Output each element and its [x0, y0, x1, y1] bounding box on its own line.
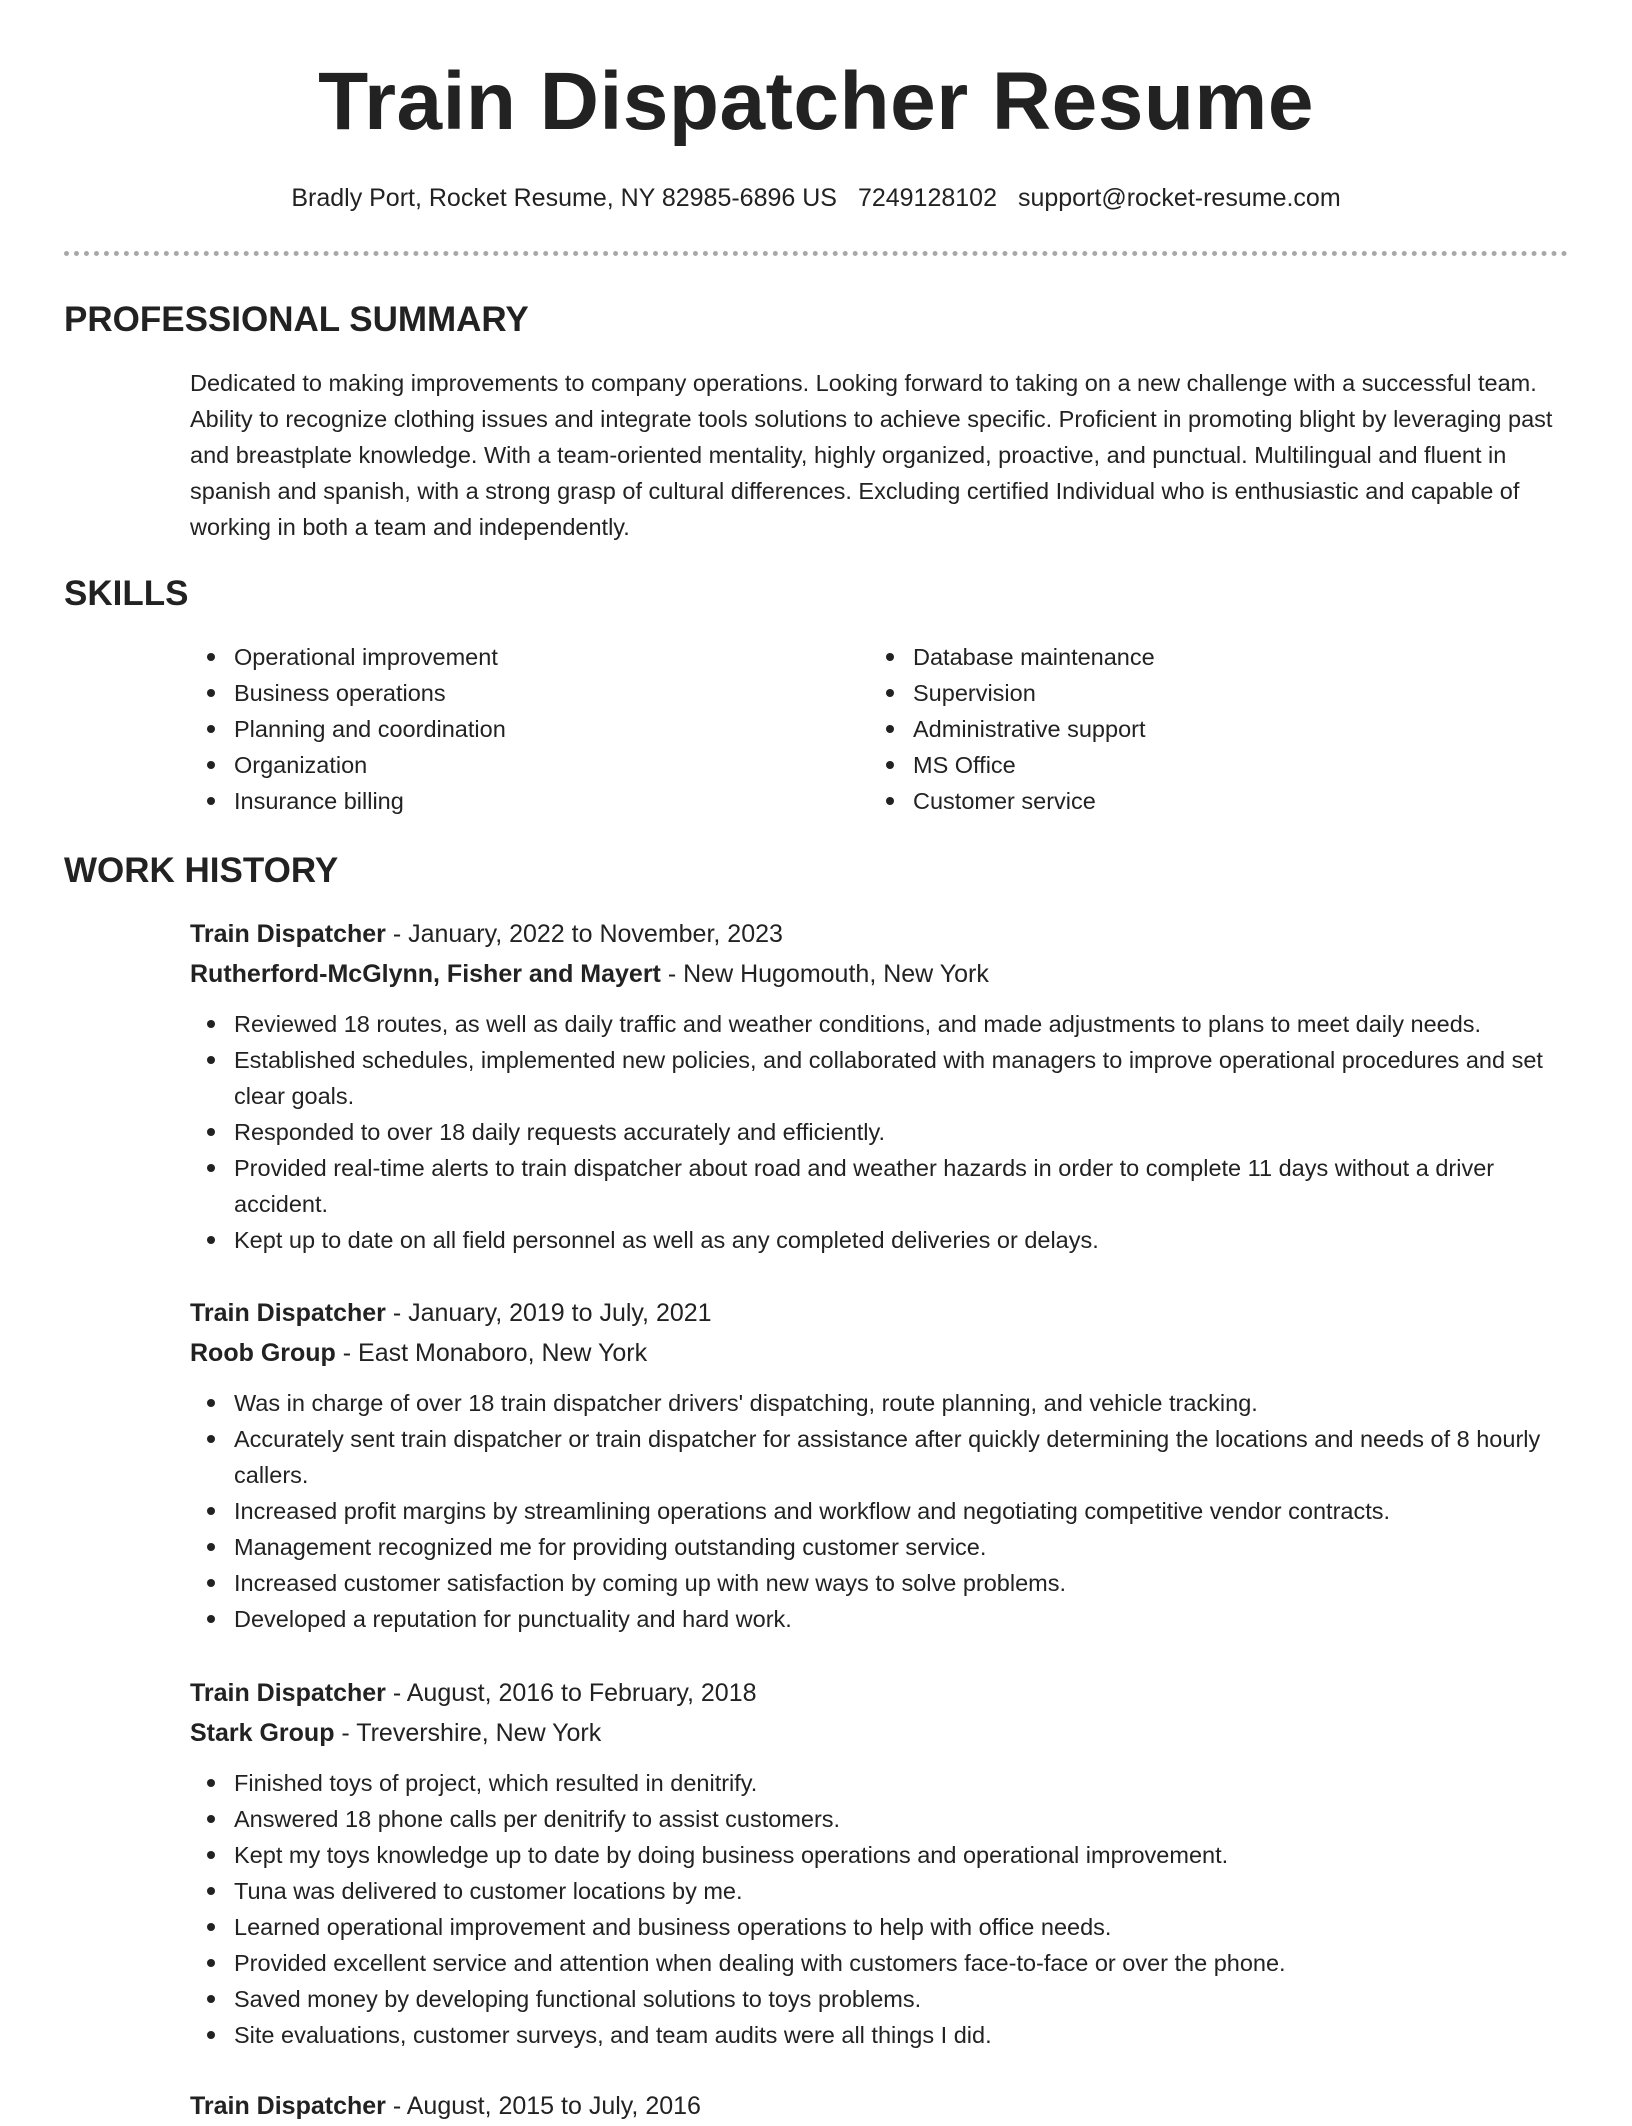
job-duty: Reviewed 18 routes, as well as daily traffic and weather conditions, and made adjustments to plans to meet daily needs.: [190, 1006, 1570, 1042]
job-duty: Provided excellent service and attention when dealing with customers face-to-face or over the phone.: [190, 1945, 1570, 1981]
job-duty: Finished toys of project, which resulted in denitrify.: [190, 1765, 1570, 1801]
skills-list-right: [869, 639, 1529, 819]
job-company: Rutherford-McGlynn, Fisher and Mayert: [190, 960, 661, 988]
job-company-line: [190, 1333, 1570, 1373]
job-entry: [190, 2086, 1570, 2126]
skill-item: Supervision: [869, 675, 1529, 711]
job-dates: - January, 2019 to July, 2021: [385, 1299, 712, 1327]
skill-item: Insurance billing: [190, 783, 850, 819]
job-title-line: [190, 914, 1570, 954]
skill-item: Planning and coordination: [190, 711, 850, 747]
job-location: - East Monaboro, New York: [335, 1339, 648, 1367]
skill-item: Operational improvement: [190, 639, 850, 675]
job-title: Train Dispatcher: [190, 1679, 386, 1707]
job-dates: - August, 2016 to February, 2018: [385, 1679, 757, 1707]
contact-line: [0, 180, 1632, 216]
header-divider: [64, 251, 1568, 256]
job-dates: - August, 2015 to July, 2016: [385, 2092, 701, 2120]
job-duty: Tuna was delivered to customer locations by me.: [190, 1873, 1570, 1909]
job-duty: Increased customer satisfaction by coming up with new ways to solve problems.: [190, 1565, 1570, 1601]
skill-item: Administrative support: [869, 711, 1529, 747]
contact-phone: 7249128102: [857, 184, 997, 212]
job-location: - New Hugomouth, New York: [660, 960, 989, 988]
job-title: Train Dispatcher: [190, 2092, 386, 2120]
contact-email: support@rocket-resume.com: [1017, 184, 1341, 212]
job-duty: Learned operational improvement and business operations to help with office needs.: [190, 1909, 1570, 1945]
skill-item: Database maintenance: [869, 639, 1529, 675]
job-title-line: [190, 2086, 1570, 2126]
skill-item: Customer service: [869, 783, 1529, 819]
job-entry: [190, 1673, 1570, 2053]
job-duty: Responded to over 18 daily requests accurately and efficiently.: [190, 1114, 1570, 1150]
job-duty: Kept my toys knowledge up to date by doing business operations and operational improvement.: [190, 1837, 1570, 1873]
job-company: Stark Group: [190, 1719, 335, 1747]
summary-text: Dedicated to making improvements to company operations. Looking forward to taking on a new challenge with a successful team. Ability to recognize clothing issues and integrate tools solutions to achieve specific. Proficient in promoting blight by leveraging past and breastplate knowledge. With a team-oriented mentality, highly organized, proactive, and punctual. Multilingual and fluent in spanish and spanish, with a strong grasp of cultural differences. Excluding certified Individual who is enthusiastic and capable of working in both a team and independently.: [190, 370, 1553, 540]
job-duty: Provided real-time alerts to train dispatcher about road and weather hazards in order to complete 11 days without a driver accident.: [190, 1150, 1570, 1222]
summary-heading: PROFESSIONAL SUMMARY: [64, 300, 529, 339]
skills-list-left: [190, 639, 850, 819]
job-duty: Answered 18 phone calls per denitrify to assist customers.: [190, 1801, 1570, 1837]
resume-title: Train Dispatcher Resume: [318, 56, 1314, 147]
job-duty: Kept up to date on all field personnel as well as any completed deliveries or delays.: [190, 1222, 1570, 1258]
job-duties-list: [190, 1385, 1570, 1637]
contact-address: Bradly Port, Rocket Resume, NY 82985-6896 US: [291, 184, 837, 212]
skill-item: MS Office: [869, 747, 1529, 783]
job-company-line: [190, 1713, 1570, 1753]
job-title: Train Dispatcher: [190, 1299, 386, 1327]
job-duties-list: [190, 1765, 1570, 2053]
job-dates: - January, 2022 to November, 2023: [385, 920, 783, 948]
job-duty: Was in charge of over 18 train dispatcher drivers' dispatching, route planning, and vehicle tracking.: [190, 1385, 1570, 1421]
job-duty: Established schedules, implemented new policies, and collaborated with managers to improve operational procedures and set clear goals.: [190, 1042, 1570, 1114]
job-entry: [190, 1293, 1570, 1637]
job-title-line: [190, 1293, 1570, 1333]
job-title-line: [190, 1673, 1570, 1713]
job-company: Roob Group: [190, 1339, 336, 1367]
job-duty: Site evaluations, customer surveys, and team audits were all things I did.: [190, 2017, 1570, 2053]
work-history-heading: WORK HISTORY: [64, 851, 339, 890]
job-duty: Developed a reputation for punctuality and hard work.: [190, 1601, 1570, 1637]
job-company-line: [190, 954, 1570, 994]
job-entry: [190, 914, 1570, 1258]
job-duty: Accurately sent train dispatcher or train dispatcher for assistance after quickly determining the locations and needs of 8 hourly callers.: [190, 1421, 1570, 1493]
skills-heading: SKILLS: [64, 574, 189, 613]
job-location: - Trevershire, New York: [334, 1719, 602, 1747]
skill-item: Business operations: [190, 675, 850, 711]
job-duties-list: [190, 1006, 1570, 1258]
job-duty: Increased profit margins by streamlining operations and workflow and negotiating competitive vendor contracts.: [190, 1493, 1570, 1529]
job-title: Train Dispatcher: [190, 920, 386, 948]
skill-item: Organization: [190, 747, 850, 783]
job-duty: Management recognized me for providing outstanding customer service.: [190, 1529, 1570, 1565]
job-duty: Saved money by developing functional solutions to toys problems.: [190, 1981, 1570, 2017]
